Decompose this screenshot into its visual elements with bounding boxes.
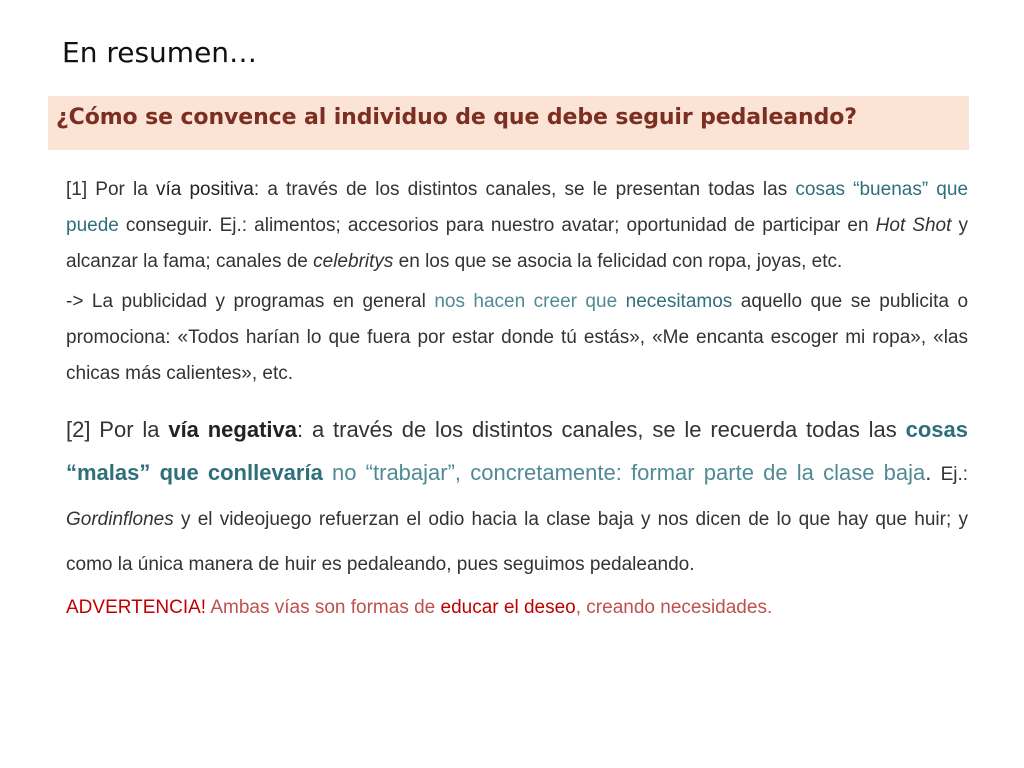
p3-example-label: Ej.: (940, 464, 969, 485)
paragraph-positive-way (66, 172, 968, 280)
slide-content (66, 172, 968, 624)
p1-celebritys: celebritys (313, 251, 394, 272)
warning-label: ADVERTENCIA! (66, 597, 211, 618)
p3-lower-class-highlight: no “trabajar”, concretamente: formar parte de la clase baja (322, 460, 926, 485)
p2-space (617, 291, 625, 312)
warning-desire-highlight: educar el deseo (440, 597, 576, 618)
warning-text-1: Ambas vías son formas de (210, 597, 441, 618)
p3-gordinflones: Gordinflones (66, 509, 174, 530)
p1-text-1: [1] Por la (66, 179, 156, 200)
question-text: ¿Cómo se convence al individuo de que debe seguir pedaleando? (56, 105, 857, 130)
slide-title: En resumen… (62, 36, 258, 69)
warning-line (66, 592, 968, 624)
p2-text-1: -> La publicidad y programas en general (66, 291, 435, 312)
p3-bad-things-highlight: cosas “malas” que conllevaría (66, 417, 969, 485)
paragraph-advertising (66, 284, 968, 392)
p3-text-2: : a través de los distintos canales, se le recuerda todas las (297, 417, 906, 442)
p1-positive-way-term: vía positiva (155, 179, 254, 200)
p2-text-2: aquello que se publicita o promociona: «Todos harían lo que fuera por estar donde tú estás», «Me encanta escoger mi ropa», «las chicas más calientes», etc. (66, 291, 969, 384)
p3-text-3: y el videojuego refuerzan el odio hacia la clase baja y nos dicen de lo que hay que huir; y como la única manera de huir es pedaleando, pues seguimos pedaleando. (66, 509, 968, 575)
p1-text-4: y alcanzar la fama; canales de (66, 215, 968, 272)
question-banner (48, 96, 969, 150)
p3-text-1: [2] Por la (66, 417, 169, 442)
p1-text-3: conseguir. Ej.: alimentos; accesorios para nuestro avatar; oportunidad de participar en (118, 215, 876, 236)
p2-need-highlight: necesitamos (625, 291, 733, 312)
paragraph-negative-way (66, 408, 968, 586)
p2-make-believe-highlight: nos hacen creer que (434, 291, 618, 312)
p1-text-5: en los que se asocia la felicidad con ropa, joyas, etc. (393, 251, 843, 272)
p1-hot-shot: Hot Shot (875, 215, 952, 236)
p3-period: . (925, 460, 941, 485)
p3-negative-way-term: vía negativa (168, 417, 297, 442)
warning-text-2: , creando necesidades. (575, 597, 773, 618)
p1-good-things-highlight: cosas “buenas” que puede (66, 179, 969, 236)
p1-text-2: : a través de los distintos canales, se le presentan todas las (253, 179, 796, 200)
